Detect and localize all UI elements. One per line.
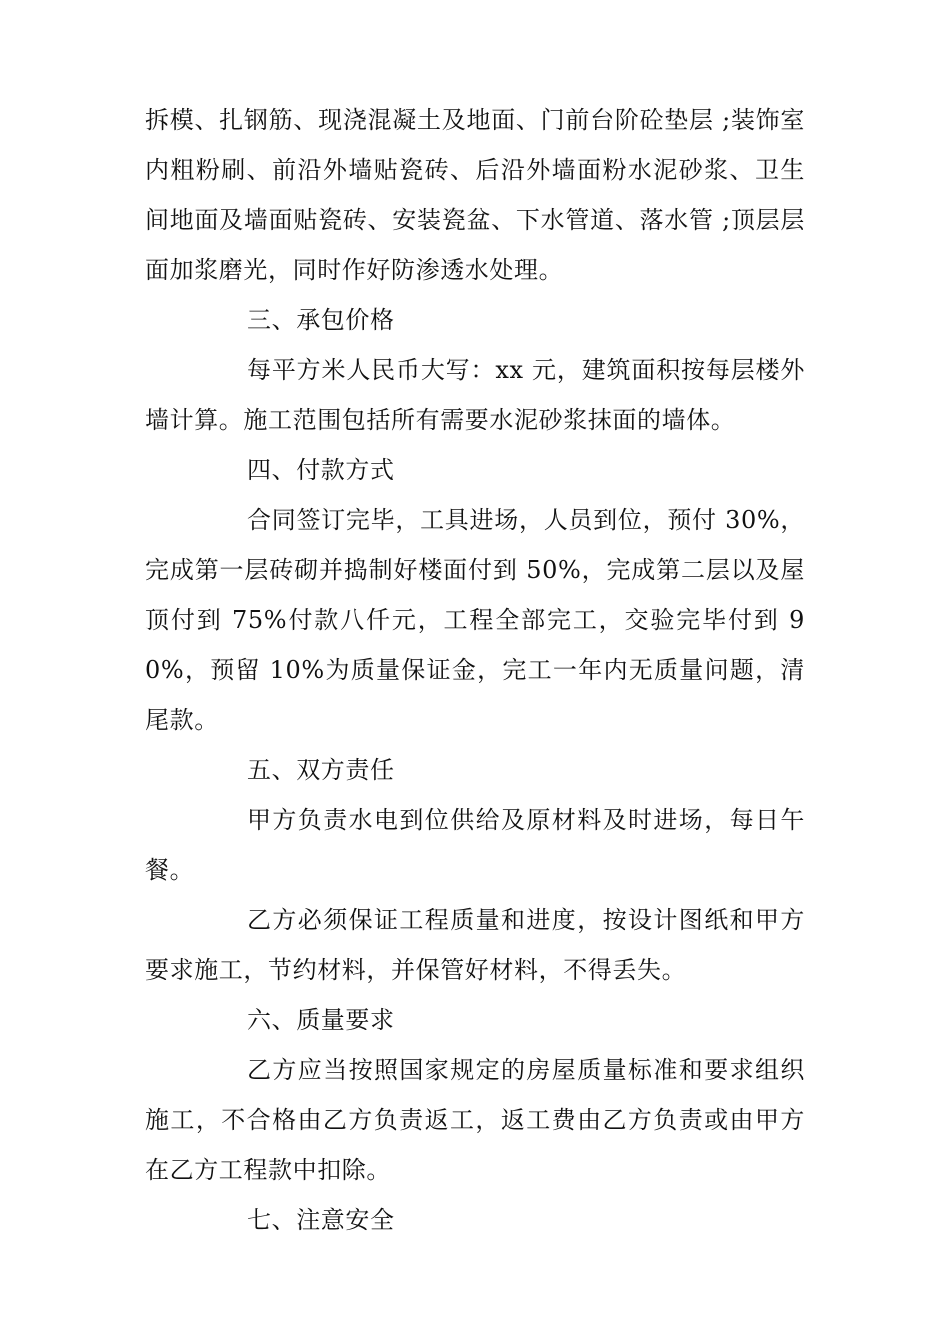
paragraph-scope-continued: 拆模、扎钢筋、现浇混凝土及地面、门前台阶砼垫层 ;装饰室内粗粉刷、前沿外墙贴瓷砖、后沿外墙面粉水泥砂浆、卫生间地面及墙面贴瓷砖、安装瓷盆、下水管道、落水管 ;顶层层面加浆磨光，同时作好防渗透水处理。 xyxy=(145,106,805,284)
heading-payment-method: 四、付款方式 xyxy=(247,456,395,484)
paragraph-contract-price: 每平方米人民币大写：xx 元，建筑面积按每层楼外墙计算。施工范围包括所有需要水泥砂浆抹面的墙体。 xyxy=(145,356,805,434)
paragraph-quality-requirements: 乙方应当按照国家规定的房屋质量标准和要求组织施工，不合格由乙方负责返工，返工费由乙方负责或由甲方在乙方工程款中扣除。 xyxy=(145,1056,805,1184)
heading-safety: 七、注意安全 xyxy=(247,1206,395,1234)
paragraph-party-b-responsibility: 乙方必须保证工程质量和进度，按设计图纸和甲方要求施工，节约材料，并保管好材料，不得丢失。 xyxy=(145,906,805,984)
heading-contract-price: 三、承包价格 xyxy=(247,306,395,334)
heading-quality-requirements: 六、质量要求 xyxy=(247,1006,395,1034)
paragraph-party-a-responsibility: 甲方负责水电到位供给及原材料及时进场，每日午餐。 xyxy=(145,806,805,884)
heading-responsibilities: 五、双方责任 xyxy=(247,756,395,784)
document-page xyxy=(145,95,805,1245)
paragraph-payment-method: 合同签订完毕，工具进场，人员到位，预付 30%，完成第一层砖砌并捣制好楼面付到 50%，完成第二层以及屋顶付到 75%付款八仟元，工程全部完工，交验完毕付到 90%，预留 10%为质量保证金，完工一年内无质量问题，清尾款。 xyxy=(145,506,805,734)
